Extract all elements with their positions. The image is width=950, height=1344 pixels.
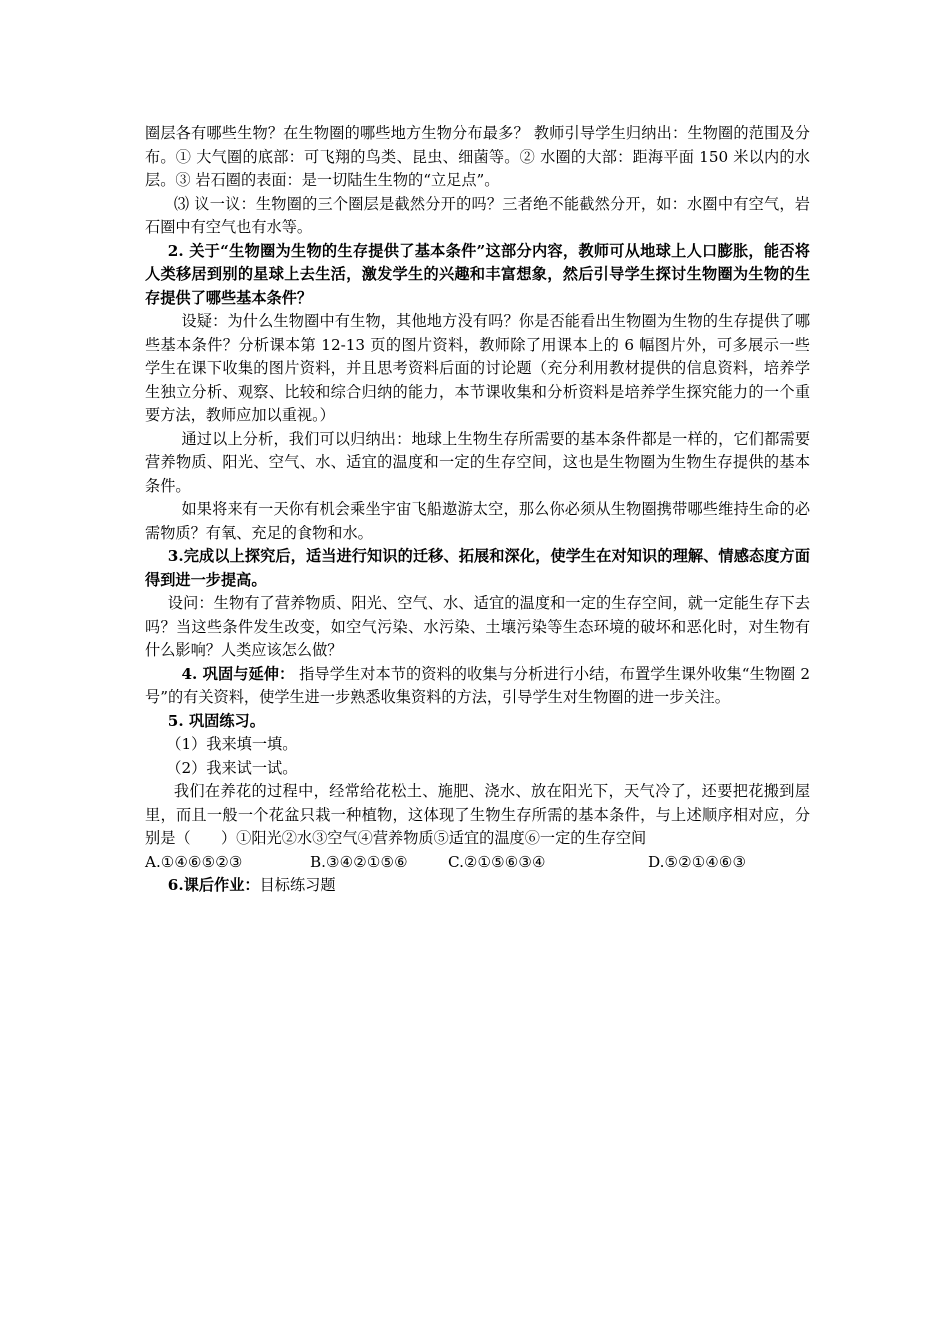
paragraph-discussion: ⑶ 议一议：生物圈的三个圈层是截然分开的吗？三者绝不能截然分开，如：水圈中有空气，岩石圈中有空气也有水等。 [145, 194, 810, 236]
paragraph-space-travel: 如果将来有一天你有机会乘坐宇宙飞船遨游太空，那么你必须从生物圈携带哪些维持生命的必需物质？有氧、充足的食物和水。 [145, 500, 810, 542]
paragraph-summary: 通过以上分析，我们可以归纳出：地球上生物生存所需要的基本条件都是一样的，它们都需要营养物质、阳光、空气、水、适宜的温度和一定的生存空间，这也是生物圈为生物生存提供的基本条件。 [145, 429, 810, 495]
exercise-fill-in: （1）我来填一填。 [166, 735, 298, 753]
exercise-try: （2）我来试一试。 [166, 758, 298, 777]
paragraph-homework [145, 874, 810, 898]
heading-consolidate: 4. 巩固与延伸： [181, 664, 295, 683]
consolidate-text: 指导学生对本节的资料的收集与分析进行小结，布置学生课外收集“生物圈 2 号”的有关资料，使学生进一步熟悉收集资料的方法，引导学生对生物圈的进一步关注。 [145, 664, 810, 706]
heading-basic-conditions: 2. 关于“生物圈为生物的生存提供了基本条件”这部分内容，教师可从地球上人口膨胀，能否将人类移居到别的星球上去生活，激发学生的兴趣和丰富想象，然后引导学生探讨生物圈为生物的生存提供了哪些基本条件？ [145, 241, 810, 307]
option-a: A.①④⑥⑤②③ [145, 852, 243, 871]
option-d: D.⑤②①④⑥③ [648, 852, 747, 871]
paragraph-ask: 设问：生物有了营养物质、阳光、空气、水、适宜的温度和一定的生存空间，就一定能生存下去吗？当这些条件发生改变，如空气污染、水污染、土壤污染等生态环境的破坏和恶化时，对生物有什么影响？人类应该怎么做？ [145, 594, 810, 659]
paragraph-biosphere-layers: 圈层各有哪些生物？在生物圈的哪些地方生物分布最多？ 教师引导学生归纳出：生物圈的范围及分布。① 大气圈的底部：可飞翔的鸟类、昆虫、细菌等。② 水圈的大部：距海平面 150 米以内的水层。③ 岩石圈的表面：是一切陆生生物的“立足点”。 [145, 124, 810, 189]
paragraph-question: 设疑：为什么生物圈中有生物，其他地方没有吗？你是否能看出生物圈为生物的生存提供了哪些基本条件？分析课本第 12-13 页的图片资料，教师除了用课本上的 6 幅图片外，可多展示一些学生在课下收集的图片资料，并且思考资料后面的讨论题（充分利用教材提供的信息资料，培养学生独立分析、观察、比较和综合归纳的能力，本节课收集和分析资料是培养学生探究能力的一个重要方法，教师应加以重视。） [145, 312, 810, 424]
option-b: B.③④②①⑤⑥ [310, 852, 408, 871]
heading-homework: 6.课后作业： [167, 876, 260, 894]
heading-knowledge-transfer: 3.完成以上探究后，适当进行知识的迁移、拓展和深化，使学生在对知识的理解、情感态度方面得到进一步提高。 [145, 547, 810, 589]
paragraph-consolidate [145, 663, 810, 710]
question-flower-care: 我们在养花的过程中，经常给花松土、施肥、浇水、放在阳光下，天气冷了，还要把花搬到屋里，而且一般一个花盆只栽一种植物，这体现了生物生存所需的基本条件，与上述顺序相对应，分别是（ ）①阳光②水③空气④营养物质⑤适宜的温度⑥一定的生存空间 [145, 782, 810, 847]
option-c: C.②①⑤⑥③④ [448, 852, 546, 871]
answer-options [145, 851, 810, 875]
homework-text: 目标练习题 [259, 876, 336, 894]
heading-practice: 5. 巩固练习。 [167, 711, 265, 730]
document-body [145, 122, 810, 898]
